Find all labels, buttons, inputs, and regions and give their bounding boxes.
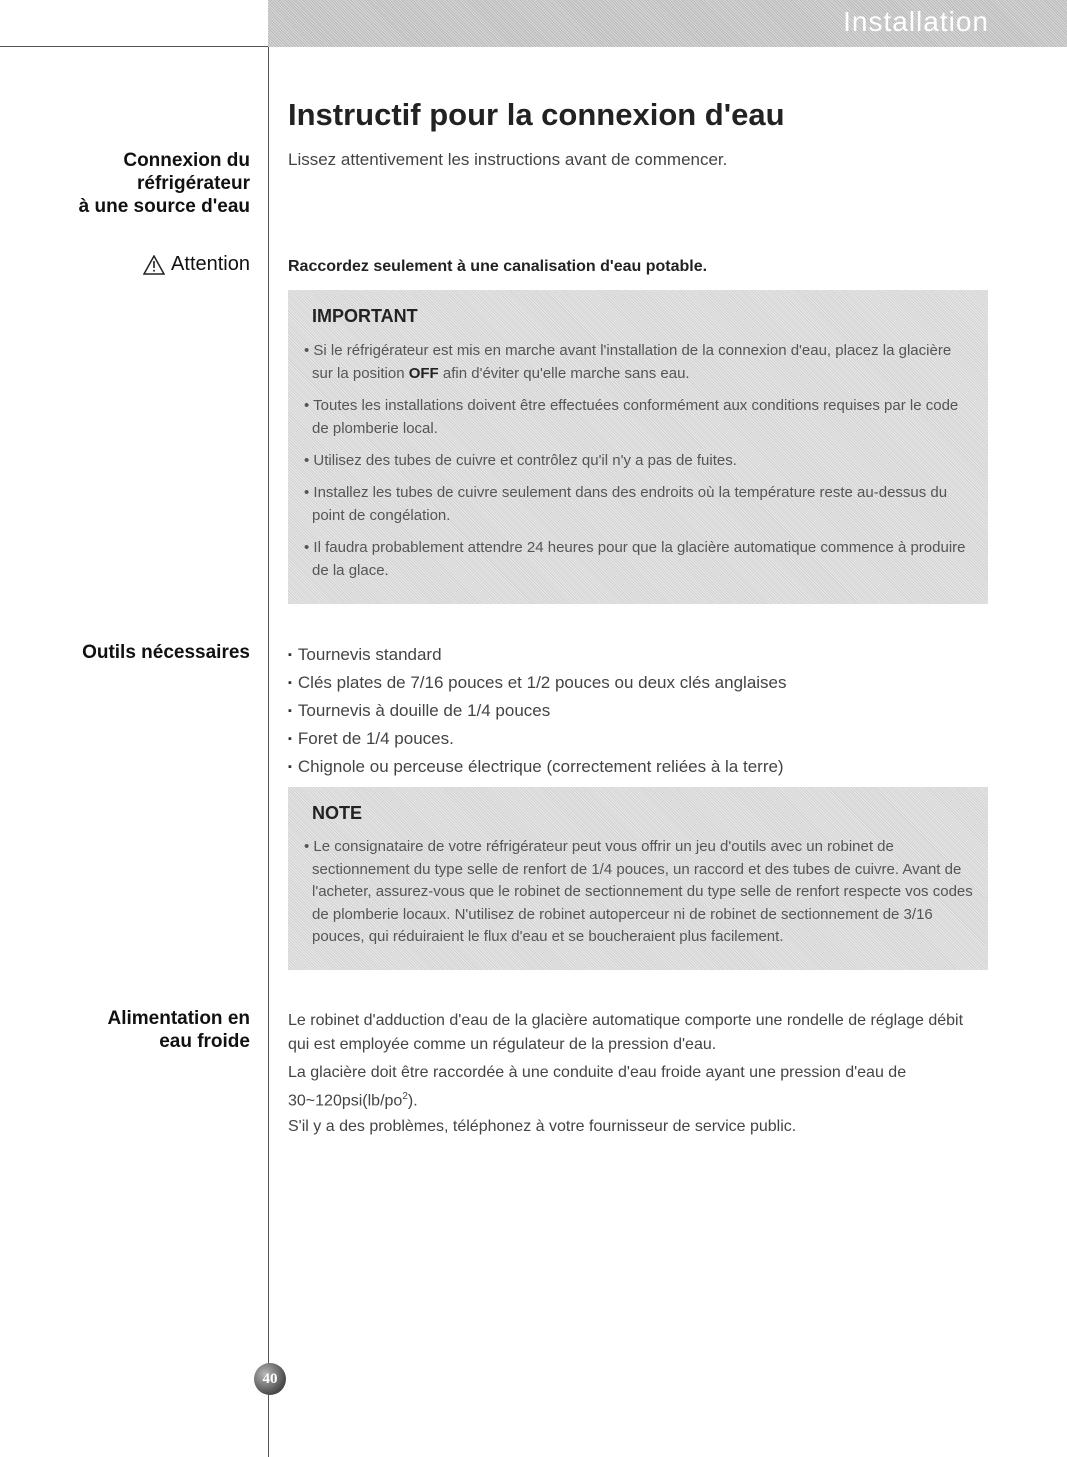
sidebar-heading-connexion (79, 149, 250, 218)
list-item: ▪ Tournevis à douille de 1/4 pouces (288, 697, 787, 725)
note-list (300, 836, 974, 949)
important-item: • Toutes les installations doivent être effectuées conformément aux conditions requises par le code de plomberie local. (300, 394, 974, 440)
tools-list (288, 641, 787, 781)
important-item: • Il faudra probablement attendre 24 heures pour que la glacière automatique commence à produire de la glace. (300, 536, 974, 582)
sidebar-heading-line: Connexion du (123, 150, 250, 171)
header-rule (0, 46, 268, 47)
important-item: • Utilisez des tubes de cuivre et contrôlez qu'il n'y a pas de fuites. (300, 449, 974, 472)
cold-water-paragraph: S'il y a des problèmes, téléphonez à votre fournisseur de service public. (288, 1118, 797, 1135)
sidebar-heading-line: eau froide (159, 1031, 250, 1052)
list-item: ▪ Foret de 1/4 pouces. (288, 725, 787, 753)
list-item: ▪ Clés plates de 7/16 pouces et 1/2 pouces ou deux clés anglaises (288, 669, 787, 697)
important-item (300, 339, 974, 385)
sidebar-heading-line: Outils nécessaires (82, 642, 250, 663)
warning-triangle-icon (143, 255, 165, 275)
pressure-text: La glacière doit être raccordée à une conduite d'eau froide ayant une pression d'eau de 30~120psi(lb/po (288, 1064, 907, 1110)
sidebar-heading-outils (82, 641, 250, 664)
page-number-badge: 40 (254, 1363, 286, 1395)
attention-label (143, 253, 250, 276)
cold-water-paragraph: Le robinet d'adduction d'eau de la glacière automatique comporte une rondelle de réglage débit qui est employée comme un régulateur de la pression d'eau. (288, 1012, 964, 1053)
important-item-text: afin d'éviter qu'elle marche sans eau. (438, 365, 690, 382)
sidebar-heading-line: à une source d'eau (78, 196, 250, 217)
column-divider (268, 47, 269, 1457)
note-item: • Le consignataire de votre réfrigérateur peut vous offrir un jeu d'outils avec un robinet de sectionnement du type selle de renfort de 1/4 pouces, un raccord et des tubes de cuivre. Avant de l'acheter, assurez-vous que le robinet de sectionnement du type selle de renfort respecte vos codes de plomberie locaux. N'utilisez de robinet autoperceur ni de robinet de sectionnement de 3/16 pouces, qui réduiraient le flux d'eau et se boucheraient plus facilement. (300, 836, 974, 949)
potable-water-warning: Raccordez seulement à une canalisation d'eau potable. (288, 258, 708, 275)
important-title: IMPORTANT (312, 306, 418, 326)
note-title: NOTE (312, 803, 363, 823)
pressure-text-end: ). (407, 1092, 418, 1110)
list-item: ▪ Chignole ou perceuse électrique (correctement reliées à la terre) (288, 753, 787, 781)
pressure-superscript: 2 (402, 1091, 408, 1102)
important-item-bold: OFF (408, 365, 439, 382)
note-box (288, 787, 988, 970)
important-item-text: Si le réfrigérateur est mis en marche avant l'installation de la connexion d'eau, placez la glacière sur la position (312, 342, 952, 382)
attention-text: Attention (171, 253, 250, 275)
sidebar-heading-line: Alimentation en (107, 1008, 250, 1029)
section-title: Installation (843, 6, 989, 37)
important-box (288, 290, 988, 604)
intro-text: Lissez attentivement les instructions avant de commencer. (288, 150, 728, 169)
important-list (300, 339, 974, 582)
sidebar-heading-line: réfrigérateur (137, 173, 250, 194)
list-item: ▪ Tournevis standard (288, 641, 787, 669)
cold-water-paragraph (288, 1061, 988, 1113)
section-header-band (268, 0, 1067, 47)
page-title: Instructif pour la connexion d'eau (288, 97, 785, 132)
sidebar-heading-alimentation (107, 1007, 250, 1053)
important-item: • Installez les tubes de cuivre seulement dans des endroits où la température reste au-dessus du point de congélation. (300, 481, 974, 527)
